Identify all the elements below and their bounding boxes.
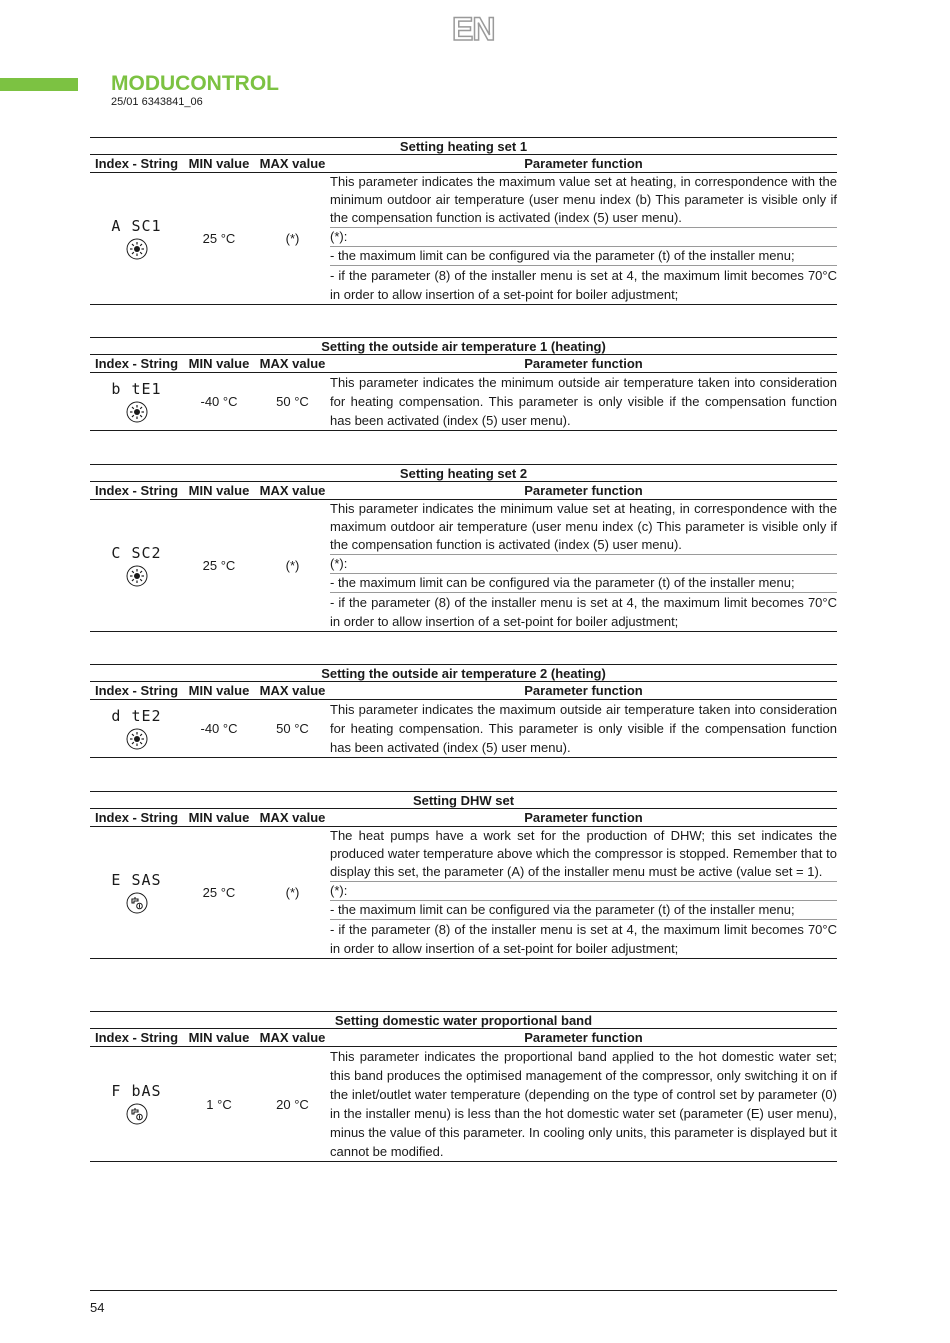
- min-column-header: MIN value: [188, 1030, 250, 1045]
- document-reference: 25/01 6343841_06: [111, 96, 203, 108]
- function-limit-line: - the maximum limit can be configured via the parameter (t) of the installer menu;: [330, 901, 837, 920]
- min-column-header: MIN value: [188, 483, 250, 498]
- max-column-header: MAX value: [259, 683, 326, 698]
- sun-icon: [126, 401, 148, 423]
- page-number: 54: [90, 1300, 105, 1315]
- parameter-function: [330, 373, 837, 430]
- function-note: (*):: [330, 882, 837, 901]
- index-column-header: Index - String: [94, 156, 179, 171]
- max-value: 20 °C: [276, 1096, 309, 1112]
- table-row: [90, 373, 837, 431]
- index-cell: [90, 827, 183, 958]
- brand-title: MODUCONTROL: [111, 72, 279, 95]
- index-cell: [90, 500, 183, 631]
- min-value: -40 °C: [200, 394, 238, 409]
- min-column-header: MIN value: [188, 356, 250, 371]
- function-column-header: Parameter function: [524, 683, 643, 698]
- sun-icon: [126, 565, 148, 587]
- index-cell: [90, 373, 183, 430]
- max-column-header: MAX value: [259, 156, 326, 171]
- section-title: Setting heating set 1: [90, 137, 837, 155]
- function-note: (*):: [330, 228, 837, 247]
- max-column-header: MAX value: [259, 1030, 326, 1045]
- max-column-header: MAX value: [259, 810, 326, 825]
- min-column-header: MIN value: [188, 156, 250, 171]
- index-column-header: Index - String: [94, 683, 179, 698]
- table-row: [90, 827, 837, 959]
- index-column-header: Index - String: [94, 356, 179, 371]
- function-description: This parameter indicates the maximum value set at heating, in correspondence with the minimum outdoor air temperature (user menu index (b) This parameter is visible only if the compensation function is activated (index (5) user menu).: [330, 173, 837, 228]
- table-header: [90, 355, 837, 373]
- min-value: 25 °C: [202, 885, 236, 900]
- table-row: [90, 1047, 837, 1162]
- table-row: [90, 500, 837, 632]
- index-cell: [90, 173, 183, 304]
- parameter-function: [330, 827, 837, 958]
- min-value: 25 °C: [202, 558, 236, 573]
- table-row: [90, 173, 837, 305]
- table-header: [90, 1029, 837, 1047]
- sun-icon: [126, 728, 148, 750]
- max-value: (*): [285, 558, 300, 573]
- tap-icon: [126, 892, 148, 914]
- table-row: [90, 700, 837, 758]
- sun-icon: [126, 238, 148, 260]
- table-header: [90, 482, 837, 500]
- parameter-function: [330, 500, 837, 631]
- min-column-header: MIN value: [188, 683, 250, 698]
- function-boiler-line: - if the parameter (8) of the installer menu is set at 4, the maximum limit becomes 70°C in order to allow insertion of a set-point for boiler adjustment;: [330, 595, 837, 629]
- function-description: This parameter indicates the minimum value set at heating, in correspondence with the maximum outdoor air temperature (user menu index (c) This parameter is visible only if the compensation function is activated (index (5) user menu).: [330, 500, 837, 555]
- index-column-header: Index - String: [94, 1030, 179, 1045]
- function-boiler-line: - if the parameter (8) of the installer menu is set at 4, the maximum limit becomes 70°C in order to allow insertion of a set-point for boiler adjustment;: [330, 268, 837, 302]
- section-title: Setting the outside air temperature 2 (heating): [90, 664, 837, 682]
- parameter-table: [90, 791, 837, 959]
- min-column-header: MIN value: [188, 810, 250, 825]
- section-title: Setting DHW set: [90, 791, 837, 809]
- min-value: 25 °C: [202, 231, 236, 246]
- max-value: (*): [285, 885, 300, 900]
- index-cell: [90, 1047, 183, 1161]
- min-value: 1 °C: [206, 1096, 232, 1112]
- index-cell: [90, 700, 183, 757]
- function-description: This parameter indicates the maximum outside air temperature taken into consideration for heating compensation. This parameter is only visible if the compensation function has been activated (index (5) user menu).: [330, 702, 837, 755]
- function-boiler-line: - if the parameter (8) of the installer menu is set at 4, the maximum limit becomes 70°C in order to allow insertion of a set-point for boiler adjustment;: [330, 922, 837, 956]
- function-column-header: Parameter function: [524, 1030, 643, 1045]
- language-badge: EN: [452, 11, 495, 47]
- display-string: C SC2: [111, 543, 162, 562]
- display-string: d tE2: [111, 706, 162, 725]
- display-string: E SAS: [111, 870, 162, 889]
- function-description: This parameter indicates the minimum outside air temperature taken into consideration for heating compensation. This parameter is only visible if the compensation function has been activated (index (5) user menu).: [330, 375, 837, 428]
- function-column-header: Parameter function: [524, 156, 643, 171]
- table-header: [90, 809, 837, 827]
- max-value: (*): [285, 231, 300, 246]
- function-limit-line: - the maximum limit can be configured via the parameter (t) of the installer menu;: [330, 247, 837, 266]
- index-column-header: Index - String: [94, 483, 179, 498]
- max-value: 50 °C: [276, 394, 309, 409]
- index-column-header: Index - String: [94, 810, 179, 825]
- display-string: F bAS: [111, 1082, 162, 1100]
- tap-icon: [126, 1103, 148, 1125]
- table-header: [90, 155, 837, 173]
- footer-divider: [90, 1290, 837, 1291]
- function-description: The heat pumps have a work set for the production of DHW; this set indicates the produced water temperature above which the compressor is stopped. Remember that to display this set, the parameter (A) of the installer menu must be active (value set = 1).: [330, 827, 837, 882]
- function-column-header: Parameter function: [524, 810, 643, 825]
- parameter-table: [90, 137, 837, 305]
- parameter-table: [90, 664, 837, 758]
- max-column-header: MAX value: [259, 483, 326, 498]
- section-title: Setting the outside air temperature 1 (heating): [90, 337, 837, 355]
- function-column-header: Parameter function: [524, 356, 643, 371]
- parameter-function: [330, 173, 837, 304]
- section-title: Setting domestic water proportional band: [90, 1011, 837, 1029]
- function-note: (*):: [330, 555, 837, 574]
- display-string: b tE1: [111, 379, 162, 398]
- function-column-header: Parameter function: [524, 483, 643, 498]
- parameter-function: [330, 1047, 837, 1161]
- function-limit-line: - the maximum limit can be configured via the parameter (t) of the installer menu;: [330, 574, 837, 593]
- max-column-header: MAX value: [259, 356, 326, 371]
- section-title: Setting heating set 2: [90, 464, 837, 482]
- display-string: A SC1: [111, 216, 162, 235]
- parameter-table: [90, 1011, 837, 1162]
- brand-color-bar: [0, 78, 78, 91]
- parameter-table: [90, 464, 837, 632]
- function-description: This parameter indicates the proportional band applied to the hot domestic water set; this band produces the optimised management of the compressor, only switching it on if the inlet/outlet water temperature (depending on the type of control set by parameter (0) in the installer menu) is less than the hot domestic water set (parameter (E) user menu), minus the value of this parameter. In cooling only units, this parameter is displayed but it cannot be modified.: [330, 1049, 837, 1159]
- parameter-function: [330, 700, 837, 757]
- parameter-table: [90, 337, 837, 431]
- table-header: [90, 682, 837, 700]
- min-value: -40 °C: [200, 721, 238, 736]
- max-value: 50 °C: [276, 721, 309, 736]
